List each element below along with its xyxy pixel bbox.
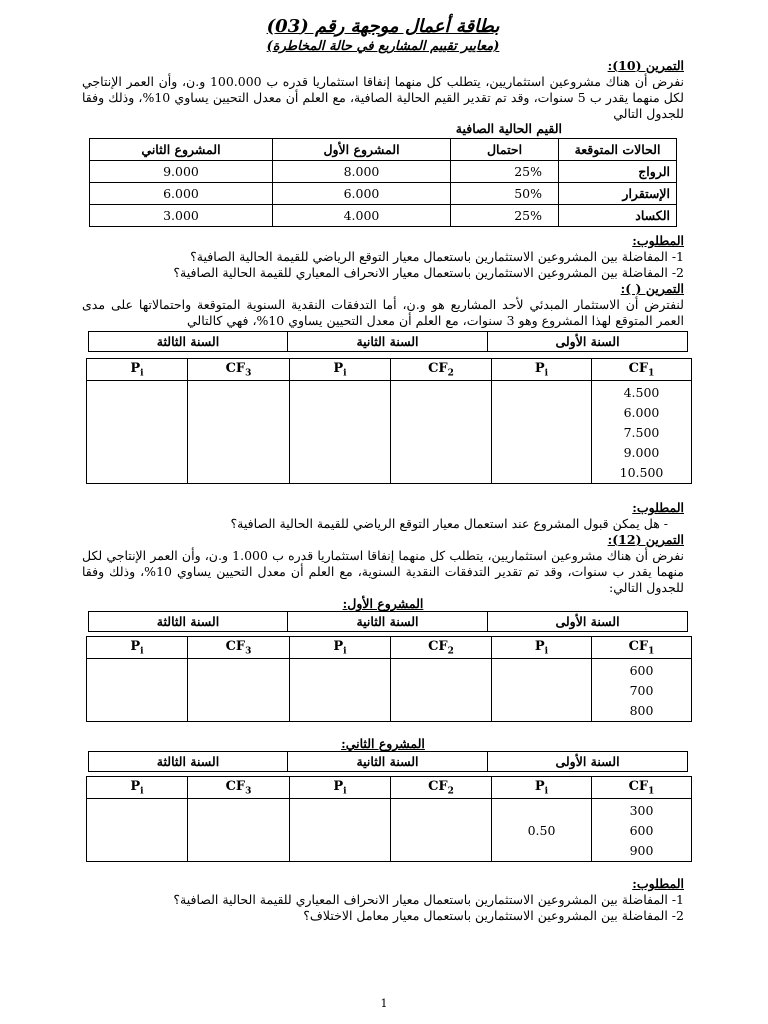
table-row <box>90 161 677 183</box>
exercise-12-required-heading: المطلوب: <box>632 876 684 891</box>
exercise-12-required-2: 2- المفاضلة بين المشروعين الاستثمارين باستعمال معيار معامل الاختلاف؟ <box>303 908 684 923</box>
exercise-12-required-1: 1- المفاضلة بين المشروعين الاستثمارين باستعمال معيار الانحراف المعياري للقيمة الحالية الصافية؟ <box>173 892 684 907</box>
cell-p2: 6.000 <box>90 183 273 205</box>
project-1-label: المشروع الأول: <box>342 596 424 611</box>
p1-cashflow-table <box>86 636 692 722</box>
col-project-1: المشروع الأول <box>273 139 451 161</box>
col-cf1: $CF_1$ <box>592 359 692 381</box>
col-cf3: $CF_3$ <box>188 777 290 799</box>
cell-prob: 25% <box>451 161 559 183</box>
year-3-label: السنة الثالثة <box>89 752 288 772</box>
npv-table <box>89 138 677 227</box>
page-title: بطاقة أعمال موجهة رقم (03) <box>266 16 500 37</box>
p2-p1-value: 0.50 <box>492 799 592 862</box>
cell-p2: 3.000 <box>90 205 273 227</box>
npv-table-caption: القيم الحالية الصافية <box>455 121 562 136</box>
cell-state: الإستقرار <box>559 183 677 205</box>
year-2-label: السنة الثانية <box>288 612 488 632</box>
p2-cashflow-table <box>86 776 692 862</box>
cell-p1: 8.000 <box>273 161 451 183</box>
cf1-values: 4.500 6.000 7.500 9.000 10.500 <box>592 381 692 484</box>
col-p3: $P_i$ <box>87 637 188 659</box>
cell-prob: 50% <box>451 183 559 205</box>
exercise-10-heading: التمرين (10): <box>607 58 684 73</box>
p1-cf1-values: 600 700 800 <box>592 659 692 722</box>
project-2-label: المشروع الثاني: <box>341 736 425 751</box>
cell-prob: 25% <box>451 205 559 227</box>
cell-p1: 4.000 <box>273 205 451 227</box>
p3-values <box>87 381 188 484</box>
exercise-10-required-2: 2- المفاضلة بين المشروعين الاستثمارين باستعمال معيار الانحراف المعياري للقيمة الحالية الصافية؟ <box>173 265 684 280</box>
exercise-11-heading: التمرين ( ): <box>620 281 684 296</box>
page-number: 1 <box>380 997 388 1010</box>
exercise-10-text: نفرض أن هناك مشروعين استثماريين، يتطلب كل منهما إنفاقا استثماريا قدره ب 100.000 و.ن، وأن العمر الإنتاجي لكل منهما يقدر ب 5 سنوات، وقد تم تقدير القيم الحالية الصافية، مع العلم أن معدل التحيين يساوي 10%، وذلك وفقا للجدول التالي <box>82 74 684 121</box>
cf3-values <box>188 381 290 484</box>
p1-year-header <box>88 611 688 632</box>
col-p2: $P_i$ <box>290 359 391 381</box>
cf2-values <box>391 381 492 484</box>
col-cf3: $CF_3$ <box>188 359 290 381</box>
col-p2: $P_i$ <box>290 637 391 659</box>
exercise-12-text: نفرض أن هناك مشروعين استثماريين، يتطلب كل منهما إنفاقا استثماريا قدره ب 1.000 و.ن، وأن العمر الإنتاجي لكل منهما يقدر ب سنوات، وقد تم تقدير التدفقات النقدية السنوية، مع العلم أن معدل التحيين يساوي 10%، وذلك وفقا للجدول التالي: <box>82 548 684 595</box>
col-state: الحالات المتوقعة <box>559 139 677 161</box>
exercise-11-required-1: - هل يمكن قبول المشروع عند استعمال معيار التوقع الرياضي للقيمة الحالية الصافية؟ <box>230 516 668 531</box>
year-2-label: السنة الثانية <box>288 332 488 352</box>
page-subtitle: (معايير تقييم المشاريع في حالة المخاطرة) <box>266 39 500 54</box>
npv-table-header <box>90 139 677 161</box>
col-cf3: $CF_3$ <box>188 637 290 659</box>
exercise-12-heading: التمرين (12): <box>607 532 684 547</box>
col-cf1: $CF_1$ <box>592 637 692 659</box>
year-3-label: السنة الثالثة <box>89 332 288 352</box>
cell-p2: 9.000 <box>90 161 273 183</box>
col-p3: $P_i$ <box>87 777 188 799</box>
col-project-2: المشروع الثاني <box>90 139 273 161</box>
col-prob: احتمال <box>451 139 559 161</box>
col-p1: $P_i$ <box>492 637 592 659</box>
year-3-label: السنة الثالثة <box>89 612 288 632</box>
p2-values <box>290 381 391 484</box>
p2-year-header <box>88 751 688 772</box>
year-2-label: السنة الثانية <box>288 752 488 772</box>
col-p3: $P_i$ <box>87 359 188 381</box>
table-row <box>90 183 677 205</box>
ex11-year-header <box>88 331 688 352</box>
col-cf1: $CF_1$ <box>592 777 692 799</box>
col-cf2: $CF_2$ <box>391 777 492 799</box>
exercise-11-required-heading: المطلوب: <box>632 500 684 515</box>
col-p2: $P_i$ <box>290 777 391 799</box>
cell-state: الكساد <box>559 205 677 227</box>
p1-values <box>492 381 592 484</box>
col-p1: $P_i$ <box>492 777 592 799</box>
cell-p1: 6.000 <box>273 183 451 205</box>
exercise-10-required-1: 1- المفاضلة بين المشروعين الاستثمارين باستعمال معيار التوقع الرياضي للقيمة الحالية الصافية؟ <box>190 249 684 264</box>
p2-cf1-values: 300 600 900 <box>592 799 692 862</box>
ex11-cashflow-table <box>86 358 692 484</box>
year-1-label: السنة الأولى <box>488 752 688 772</box>
col-cf2: $CF_2$ <box>391 359 492 381</box>
year-1-label: السنة الأولى <box>488 612 688 632</box>
col-p1: $P_i$ <box>492 359 592 381</box>
cell-state: الرواج <box>559 161 677 183</box>
table-row <box>90 205 677 227</box>
exercise-11-text: لنفترض أن الاستثمار المبدئي لأحد المشاريع هو و.ن، أما التدفقات النقدية السنوية المتوقعة واحتمالاتها على مدى العمر المتوقع لهذا المشروع وهو 3 سنوات، مع العلم أن معدل التحيين يساوي 10%، فهي كالتالي <box>82 297 684 328</box>
exercise-10-required-heading: المطلوب: <box>632 233 684 248</box>
col-cf2: $CF_2$ <box>391 637 492 659</box>
year-1-label: السنة الأولى <box>488 332 688 352</box>
